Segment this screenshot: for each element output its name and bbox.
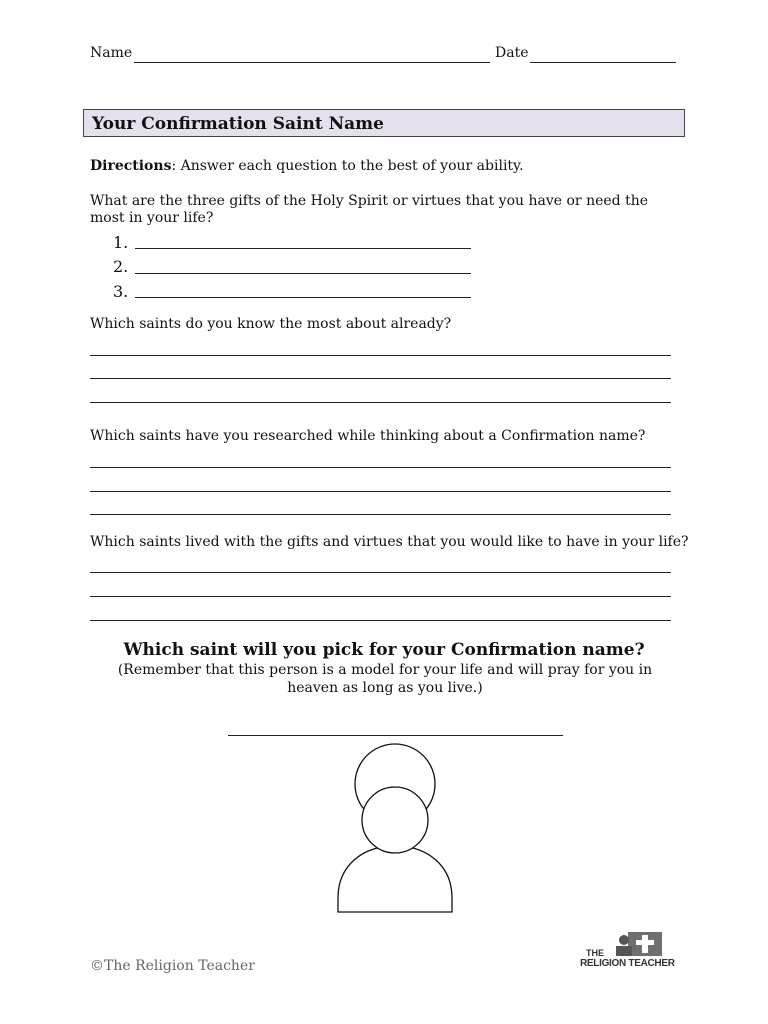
head-shape [362, 787, 428, 853]
question-gifts: What are the three gifts of the Holy Spirit or virtues that you have or need the most in your life? [90, 193, 648, 226]
page-title: Your Confirmation Saint Name [92, 114, 384, 134]
name-field-line[interactable] [134, 62, 490, 63]
title-banner [83, 109, 685, 137]
body-shape [338, 846, 452, 912]
list-number-2: 2. [113, 257, 129, 276]
answer-line[interactable] [90, 467, 671, 468]
answer-line[interactable] [90, 514, 671, 515]
directions [90, 158, 524, 175]
saint-figure-icon [330, 742, 460, 914]
directions-text: : Answer each question to the best of your ability. [171, 158, 524, 174]
religion-teacher-logo [580, 930, 680, 974]
pick-heading: Which saint will you pick for your Confirmation name? [123, 640, 645, 660]
date-field-line[interactable] [530, 62, 676, 63]
answer-line[interactable] [90, 620, 671, 621]
question-virtue-saints: Which saints lived with the gifts and virtues that you would like to have in your life? [90, 534, 689, 550]
question-researched-saints: Which saints have you researched while thinking about a Confirmation name? [90, 428, 646, 444]
answer-line[interactable] [90, 491, 671, 492]
answer-line-gift-1[interactable] [135, 248, 471, 249]
logo-text-the: THE [586, 948, 604, 958]
saint-name-line[interactable] [228, 735, 563, 736]
name-label: Name [90, 45, 133, 61]
copyright-text: ©The Religion Teacher [90, 958, 255, 974]
date-label: Date [495, 45, 529, 61]
answer-line[interactable] [90, 378, 671, 379]
question-known-saints: Which saints do you know the most about already? [90, 316, 452, 332]
answer-line-gift-2[interactable] [135, 273, 471, 274]
list-number-3: 3. [113, 282, 129, 301]
answer-line[interactable] [90, 596, 671, 597]
pick-note: (Remember that this person is a model for your life and will pray for you in heaven as long as you live.) [117, 662, 653, 696]
answer-line[interactable] [90, 355, 671, 356]
directions-label: Directions [90, 158, 172, 174]
list-number-1: 1. [113, 233, 129, 252]
logo-mark-icon [610, 930, 666, 958]
answer-line-gift-3[interactable] [135, 297, 471, 298]
answer-line[interactable] [90, 572, 671, 573]
logo-text-name: RELIGION TEACHER [580, 958, 675, 969]
answer-line[interactable] [90, 402, 671, 403]
